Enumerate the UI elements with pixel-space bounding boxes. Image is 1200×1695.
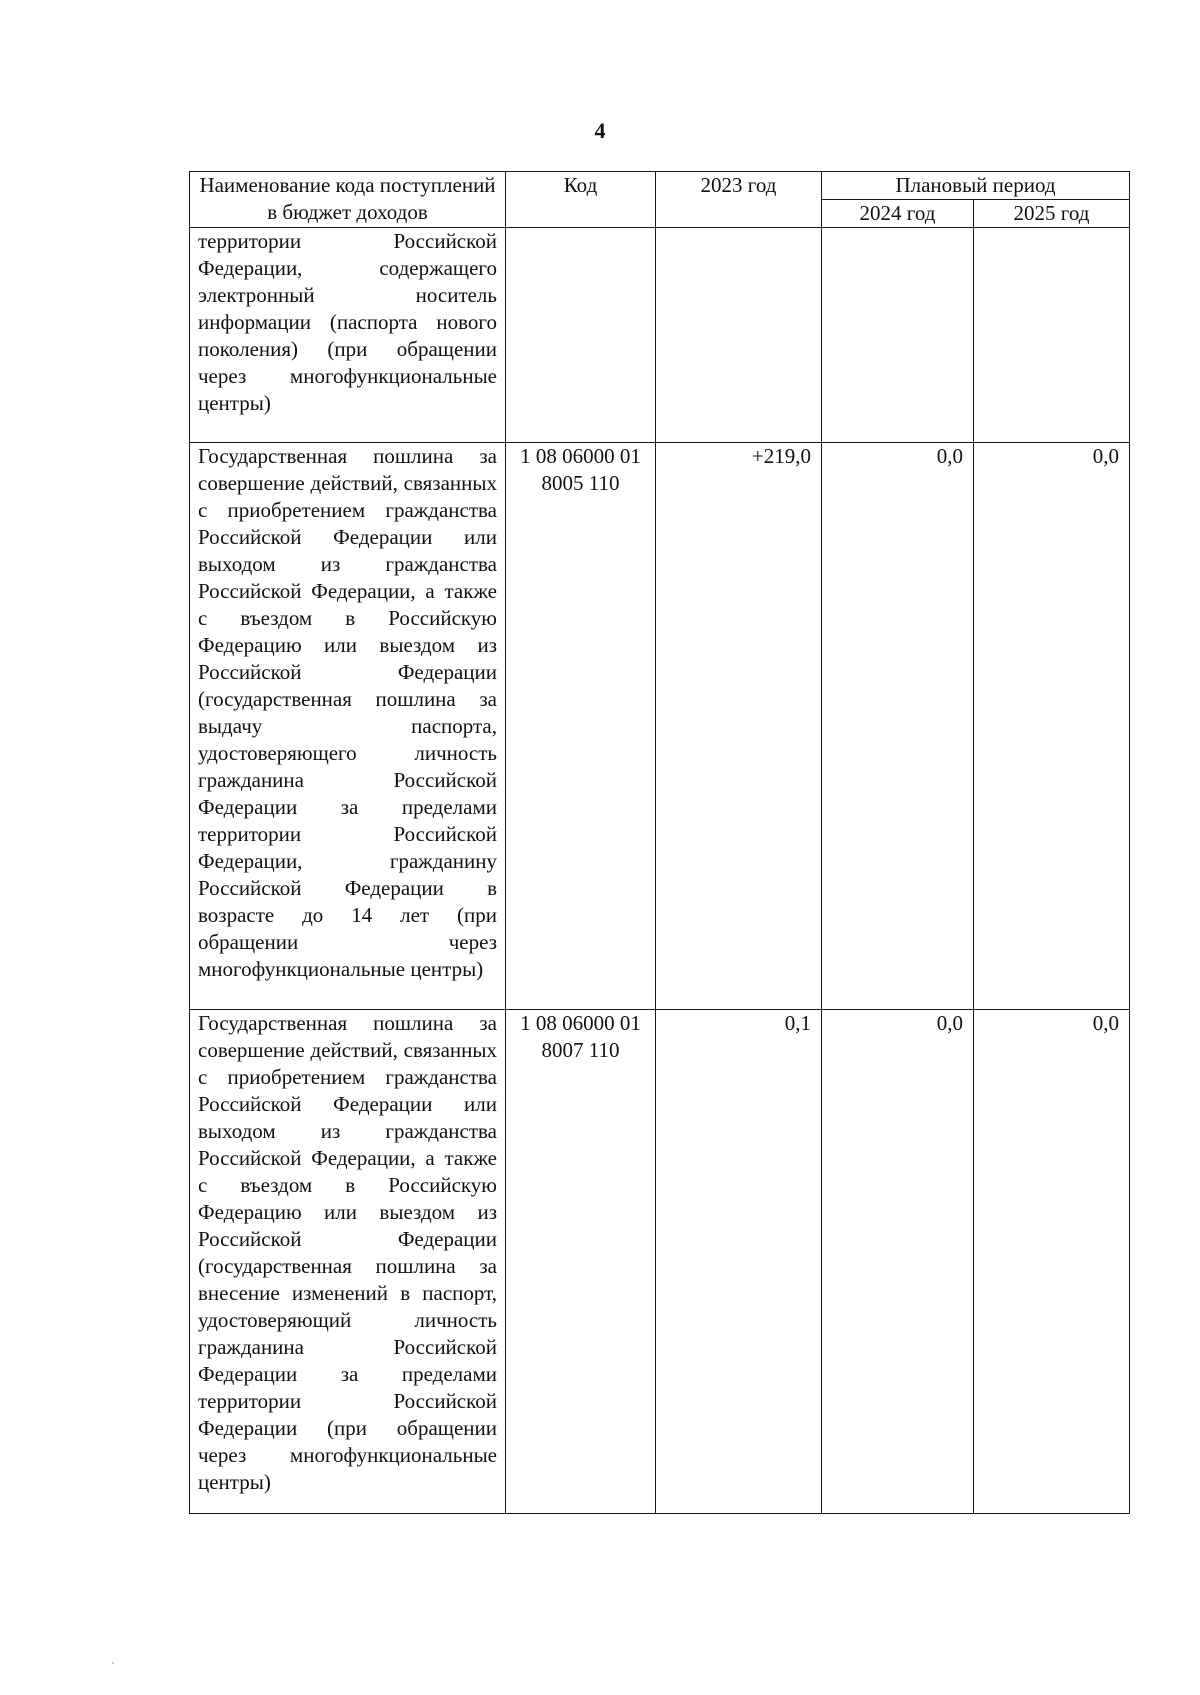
row-name: территории Российской Федерации, содержащего электронный носитель информации (паспорта нового поколения) (при обращении через многофункциональные центры) — [190, 228, 506, 443]
row-value-2024: 0,0 — [822, 1010, 974, 1514]
row-value-2023 — [656, 228, 822, 443]
row-value-2023: +219,0 — [656, 443, 822, 1010]
budget-revenue-table — [189, 171, 1130, 1514]
header-row-top — [190, 172, 1130, 200]
row-value-2025 — [974, 228, 1130, 443]
row-name: Государственная пошлина за совершение действий, связанных с приобретением гражданства Российской Федерации или выходом из гражданства Российской Федерации, а также с въездом в Российскую Федерацию или выездом из Российской Федерации (государственная пошлина за выдачу паспорта, удостоверяющего личность гражданина Российской Федерации за пределами территории Российской Федерации, гражданину Российской Федерации в возрасте до 14 лет (при обращении через многофункциональные центры) — [190, 443, 506, 1010]
row-value-2024: 0,0 — [822, 443, 974, 1010]
header-planned-period: Плановый период — [822, 172, 1130, 200]
row-name: Государственная пошлина за совершение действий, связанных с приобретением гражданства Российской Федерации или выходом из гражданства Российской Федерации, а также с въездом в Российскую Федерацию или выездом из Российской Федерации (государственная пошлина за внесение изменений в паспорт, удостоверяющий личность гражданина Российской Федерации за пределами территории Российской Федерации (при обращении через многофункциональные центры) — [190, 1010, 506, 1514]
header-year-2024: 2024 год — [822, 200, 974, 228]
row-code: 1 08 06000 01 8005 110 — [506, 443, 656, 1010]
row-code — [506, 228, 656, 443]
header-year-2023: 2023 год — [656, 172, 822, 228]
row-code: 1 08 06000 01 8007 110 — [506, 1010, 656, 1514]
table-row — [190, 1010, 1130, 1514]
row-value-2024 — [822, 228, 974, 443]
scan-speck — [112, 1662, 114, 1664]
table-row — [190, 228, 1130, 443]
table-row — [190, 443, 1130, 1010]
table-header — [190, 172, 1130, 228]
row-value-2025: 0,0 — [974, 1010, 1130, 1514]
table-body — [190, 228, 1130, 1514]
row-value-2023: 0,1 — [656, 1010, 822, 1514]
header-year-2025: 2025 год — [974, 200, 1130, 228]
header-name: Наименование кода поступлений в бюджет доходов — [190, 172, 506, 228]
row-value-2025: 0,0 — [974, 443, 1130, 1010]
page-number: 4 — [594, 118, 606, 143]
header-code: Код — [506, 172, 656, 228]
